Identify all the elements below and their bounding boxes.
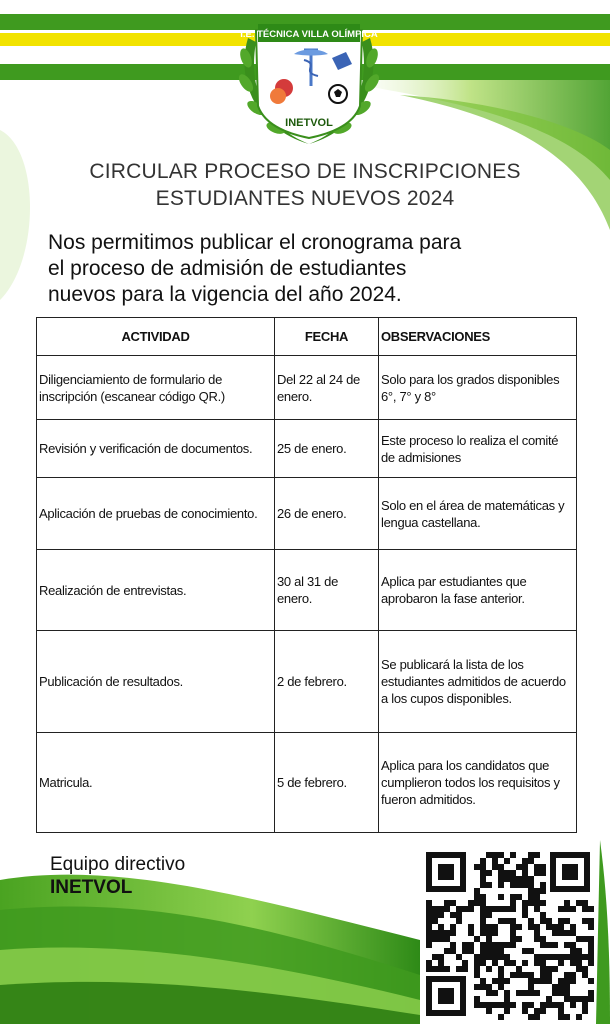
cell-observaciones: Solo para los grados disponibles 6°, 7° y 8° bbox=[379, 356, 577, 420]
qr-code-icon[interactable] bbox=[420, 846, 596, 1022]
cell-fecha: Del 22 al 24 de enero. bbox=[275, 356, 379, 420]
cell-actividad: Matricula. bbox=[37, 733, 275, 833]
cell-observaciones: Aplica para los candidatos que cumplieron todos los requisitos y fueron admitidos. bbox=[379, 733, 577, 833]
header-observaciones: OBSERVACIONES bbox=[379, 318, 577, 356]
title-line-1: CIRCULAR PROCESO DE INSCRIPCIONES bbox=[89, 160, 521, 183]
cell-observaciones: Este proceso lo realiza el comité de admisiones bbox=[379, 420, 577, 478]
qr-finder-top-right bbox=[550, 852, 590, 892]
cell-observaciones: Se publicará la lista de los estudiantes admitidos de acuerdo a los cupos disponibles. bbox=[379, 631, 577, 733]
table-row bbox=[37, 550, 577, 631]
title-line-2: ESTUDIANTES NUEVOS 2024 bbox=[155, 187, 455, 210]
crest-abbrev: INETVOL bbox=[285, 117, 333, 129]
school-crest bbox=[234, 8, 384, 150]
table-row bbox=[37, 356, 577, 420]
cell-fecha: 25 de enero. bbox=[275, 420, 379, 478]
cell-fecha: 26 de enero. bbox=[275, 478, 379, 550]
intro-line-2: el proceso de admisión de estudiantes bbox=[48, 257, 407, 280]
circular-title bbox=[60, 158, 550, 212]
cell-observaciones: Solo en el área de matemáticas y lengua castellana. bbox=[379, 478, 577, 550]
intro-paragraph bbox=[48, 230, 568, 308]
qr-finder-bottom-left bbox=[426, 976, 466, 1016]
cell-actividad: Realización de entrevistas. bbox=[37, 550, 275, 631]
cell-actividad: Diligenciamiento de formulario de inscripción (escanear código QR.) bbox=[37, 356, 275, 420]
signoff-org: INETVOL bbox=[50, 877, 133, 898]
table-row bbox=[37, 478, 577, 550]
signoff bbox=[50, 853, 185, 899]
cell-actividad: Aplicación de pruebas de conocimiento. bbox=[37, 478, 275, 550]
table-row bbox=[37, 420, 577, 478]
table-row bbox=[37, 733, 577, 833]
qr-finder-top-left bbox=[426, 852, 466, 892]
crest-name: I.E. TÉCNICA VILLA OLÍMPICA bbox=[240, 29, 378, 40]
cell-fecha: 5 de febrero. bbox=[275, 733, 379, 833]
header-actividad: ACTIVIDAD bbox=[37, 318, 275, 356]
header-fecha: FECHA bbox=[275, 318, 379, 356]
schedule-table bbox=[36, 317, 577, 833]
cell-actividad: Revisión y verificación de documentos. bbox=[37, 420, 275, 478]
cell-actividad: Publicación de resultados. bbox=[37, 631, 275, 733]
table-row bbox=[37, 631, 577, 733]
signoff-team: Equipo directivo bbox=[50, 854, 186, 875]
table-header-row bbox=[37, 318, 577, 356]
intro-line-1: Nos permitimos publicar el cronograma para bbox=[48, 231, 462, 254]
cell-observaciones: Aplica par estudiantes que aprobaron la fase anterior. bbox=[379, 550, 577, 631]
cell-fecha: 30 al 31 de enero. bbox=[275, 550, 379, 631]
cell-fecha: 2 de febrero. bbox=[275, 631, 379, 733]
intro-line-3: nuevos para la vigencia del año 2024. bbox=[48, 283, 402, 306]
soccer-ball-icon bbox=[329, 85, 347, 103]
